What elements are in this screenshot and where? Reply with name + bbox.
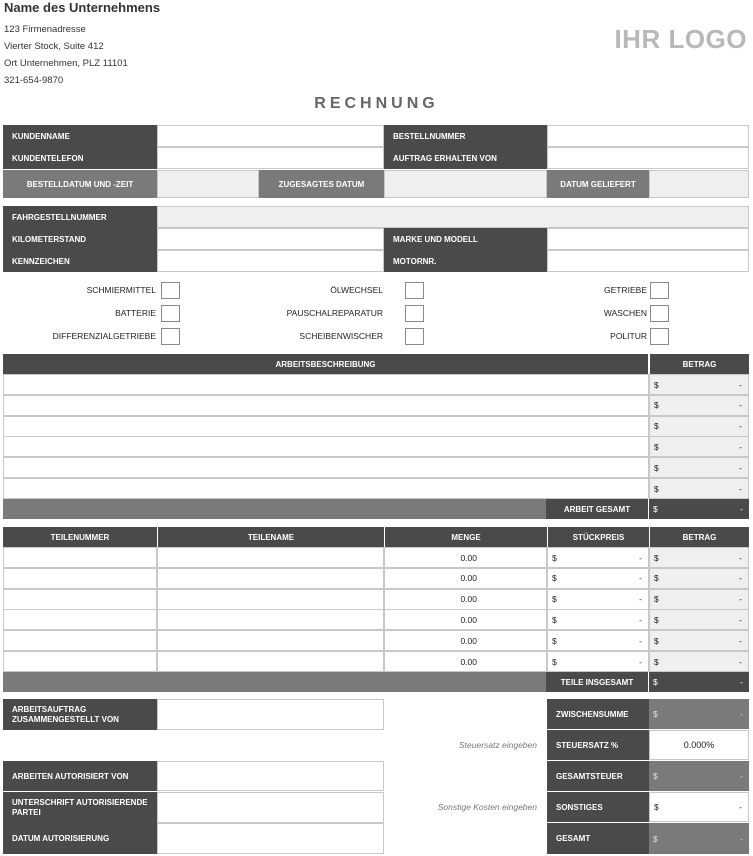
label-bestelldatum: BESTELLDATUM UND -ZEIT [3,170,157,198]
labor-description-cell[interactable] [3,457,649,478]
part-name-cell[interactable] [157,630,384,651]
label-compiled-by: ARBEITSAUFTRAG ZUSAMMENGESTELLT VON [3,699,157,730]
labor-amount-cell: $ - [649,457,749,478]
part-quantity-value: 0.00 [460,594,477,605]
checkbox-getriebe[interactable] [650,282,669,299]
part-amount-cell: $ - [649,609,749,630]
label-kennzeichen: KENNZEICHEN [3,250,157,272]
labor-description-cell[interactable] [3,416,649,437]
part-unitprice-cell[interactable]: $ - [547,547,649,568]
checkbox-schmiermittel[interactable] [161,282,180,299]
service-label: DIFFERENZIALGETRIEBE [52,331,156,341]
parts-header-partname: TEILENAME [157,527,384,547]
field-kundentelefon[interactable] [157,147,384,169]
part-number-cell[interactable] [3,609,157,630]
field-auftrag-von[interactable] [547,147,749,169]
parts-total-label: TEILE INSGESAMT [546,672,648,692]
parts-total-bar [3,672,546,692]
total-tax-amount: $ - [649,761,749,791]
field-bestelldatum[interactable] [157,170,259,198]
field-motornr[interactable] [547,250,749,272]
part-amount-cell: $ - [649,568,749,589]
grand-total-amount: $ - [649,823,749,854]
labor-amount-cell: $ - [649,416,749,437]
checkbox-pauschalreparatur[interactable] [405,305,424,322]
field-authorized-by[interactable] [157,761,384,791]
service-label: GETRIEBE [604,285,647,295]
label-tax-rate: STEUERSATZ % [547,730,649,760]
checkbox-differenzialgetriebe[interactable] [161,328,180,345]
label-kundentelefon: KUNDENTELEFON [3,147,157,169]
service-label: BATTERIE [115,308,156,318]
label-bestellnummer: BESTELLNUMMER [384,125,547,147]
service-label: SCHEIBENWISCHER [299,331,383,341]
part-name-cell[interactable] [157,609,384,630]
field-datum-geliefert[interactable] [649,170,749,198]
company-address-line-3: Ort Unternehmen, PLZ 11101 [4,58,128,69]
service-label: ÖLWECHSEL [330,285,383,295]
part-quantity-value: 0.00 [460,614,477,625]
parts-header-partnumber: TEILENUMMER [3,527,157,547]
labor-total-amount: $ - [649,499,749,519]
service-label: SCHMIERMITTEL [86,285,156,295]
label-motornr: MOTORNR. [384,250,547,272]
part-unitprice-cell[interactable]: $ - [547,589,649,610]
part-unitprice-cell[interactable]: $ - [547,630,649,651]
service-label: POLITUR [610,331,647,341]
label-authorized-by: ARBEITEN AUTORISIERT VON [3,761,157,791]
part-unitprice-cell[interactable]: $ - [547,568,649,589]
label-datum-geliefert: DATUM GELIEFERT [547,170,649,198]
field-bestellnummer[interactable] [547,125,749,147]
part-quantity-value: 0.00 [460,573,477,584]
labor-amount-cell: $ - [649,395,749,416]
label-zugesagtes-datum: ZUGESAGTES DATUM [259,170,384,198]
part-amount-cell: $ - [649,547,749,568]
field-kennzeichen[interactable] [157,250,384,272]
labor-header-description: ARBEITSBESCHREIBUNG [3,354,648,374]
field-compiled-by[interactable] [157,699,384,730]
field-fahrgestellnummer[interactable] [157,206,749,228]
checkbox-waschen[interactable] [650,305,669,322]
checkbox-politur[interactable] [650,328,669,345]
labor-amount-cell: $ - [649,436,749,457]
field-zugesagtes-datum[interactable] [384,170,547,198]
labor-amount-cell: $ - [649,374,749,395]
company-address-line-1: 123 Firmenadresse [4,24,86,35]
label-auftrag-von: AUFTRAG ERHALTEN VON [384,147,547,169]
checkbox-scheibenwischer[interactable] [405,328,424,345]
tax-hint: Steuersatz eingeben [459,740,537,750]
label-total-tax: GESAMTSTEUER [547,761,649,791]
part-name-cell[interactable] [157,589,384,610]
field-signature[interactable] [157,792,384,823]
label-other-costs: SONSTIGES [547,792,649,822]
subtotal-amount: $ - [649,699,749,729]
field-kilometerstand[interactable] [157,228,384,250]
label-fahrgestellnummer: FAHRGESTELLNUMMER [3,206,157,228]
other-costs-input[interactable]: $ - [649,792,749,822]
labor-amount-cell: $ - [649,478,749,499]
labor-description-cell[interactable] [3,374,649,395]
label-subtotal: ZWISCHENSUMME [547,699,649,729]
label-signature: UNTERSCHRIFT AUTORISIERENDE PARTEI [3,792,157,823]
labor-description-cell[interactable] [3,478,649,499]
parts-total-amount: $ - [649,672,749,692]
labor-total-bar [3,499,546,519]
checkbox-batterie[interactable] [161,305,180,322]
part-number-cell[interactable] [3,547,157,568]
part-number-cell[interactable] [3,568,157,589]
part-quantity-value: 0.00 [460,635,477,646]
service-label: WASCHEN [603,308,647,318]
company-phone: 321-654-9870 [4,75,64,86]
part-number-cell[interactable] [3,589,157,610]
labor-total-label: ARBEIT GESAMT [546,499,648,519]
part-unitprice-cell[interactable]: $ - [547,651,649,672]
label-kilometerstand: KILOMETERSTAND [3,228,157,250]
labor-description-cell[interactable] [3,436,649,457]
part-quantity-value: 0.00 [460,656,477,667]
invoice-title: RECHNUNG [314,95,439,112]
field-kundenname[interactable] [157,125,384,147]
part-quantity-value: 0.00 [460,552,477,563]
part-name-cell[interactable] [157,547,384,568]
other-costs-hint: Sonstige Kosten eingeben [437,802,537,812]
part-name-cell[interactable] [157,651,384,672]
tax-rate-input[interactable]: 0.000% [649,730,749,760]
parts-header-amount: BETRAG [649,527,749,547]
checkbox-oelwechsel[interactable] [405,282,424,299]
parts-header-unitprice: STÜCKPREIS [547,527,649,547]
labor-description-cell[interactable] [3,395,649,416]
company-address-line-2: Vierter Stock, Suite 412 [4,41,104,52]
label-grand-total: GESAMT [547,823,649,854]
part-amount-cell: $ - [649,630,749,651]
service-label: PAUSCHALREPARATUR [286,308,383,318]
part-number-cell[interactable] [3,630,157,651]
part-unitprice-cell[interactable]: $ - [547,609,649,630]
field-marke-modell[interactable] [547,228,749,250]
logo-placeholder: IHR LOGO [614,24,747,54]
labor-header-amount: BETRAG [649,354,749,374]
part-number-cell[interactable] [3,651,157,672]
company-name: Name des Unternehmens [4,0,161,15]
part-name-cell[interactable] [157,568,384,589]
part-amount-cell: $ - [649,589,749,610]
label-marke-modell: MARKE UND MODELL [384,228,547,250]
label-authorization-date: DATUM AUTORISIERUNG [3,823,157,854]
part-amount-cell: $ - [649,651,749,672]
parts-header-quantity: MENGE [384,527,547,547]
label-kundenname: KUNDENNAME [3,125,157,147]
field-authorization-date[interactable] [157,823,384,854]
